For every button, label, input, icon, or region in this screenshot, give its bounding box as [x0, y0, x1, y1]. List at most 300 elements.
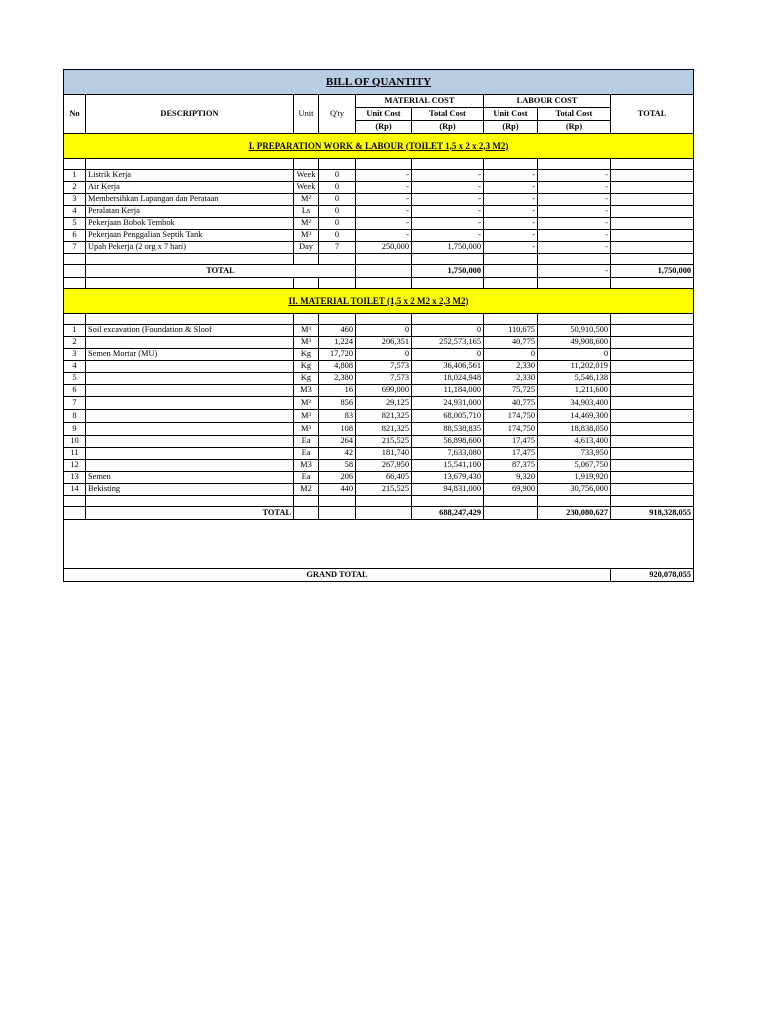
item-labour-total-cost: 1,919,920 — [538, 472, 611, 484]
item-no: 1 — [64, 170, 86, 182]
blank-cell — [86, 278, 294, 289]
item-material-total-cost: - — [412, 230, 484, 242]
section-total-label: TOTAL — [86, 265, 356, 278]
item-qty: 58 — [319, 460, 356, 472]
item-no: 6 — [64, 230, 86, 242]
item-material-total-cost: 94,831,000 — [412, 484, 484, 496]
item-unit: Ea — [294, 472, 319, 484]
section-total-material: 1,750,000 — [412, 265, 484, 278]
item-labour-unit-cost: 69,900 — [484, 484, 538, 496]
item-material-total-cost: 88,538,835 — [412, 423, 484, 436]
blank-cell — [538, 278, 611, 289]
item-no: 7 — [64, 397, 86, 410]
item-material-unit-cost: 29,125 — [356, 397, 412, 410]
item-labour-total-cost: - — [538, 218, 611, 230]
item-material-unit-cost: 206,351 — [356, 337, 412, 349]
blank-cell — [64, 507, 86, 520]
item-material-total-cost: - — [412, 218, 484, 230]
table-row — [64, 373, 694, 385]
header-unit: Unit — [294, 95, 319, 134]
blank-cell — [319, 278, 356, 289]
item-no: 13 — [64, 472, 86, 484]
item-unit: M3 — [294, 460, 319, 472]
item-unit: M² — [294, 218, 319, 230]
item-material-total-cost: 7,633,080 — [412, 448, 484, 460]
item-unit: M³ — [294, 337, 319, 349]
item-description: Peralatan Kerja — [86, 206, 294, 218]
item-unit: Ea — [294, 448, 319, 460]
grand-total-value: 920,078,055 — [611, 569, 694, 582]
blank-row — [64, 496, 694, 507]
item-unit: M³ — [294, 230, 319, 242]
item-labour-total-cost: 1,211,600 — [538, 385, 611, 397]
title-row — [64, 70, 694, 95]
header-rp: (Rp) — [538, 121, 611, 134]
item-labour-unit-cost: 110,675 — [484, 325, 538, 337]
item-labour-total-cost: - — [538, 230, 611, 242]
item-no: 14 — [64, 484, 86, 496]
item-labour-unit-cost: - — [484, 218, 538, 230]
table-row — [64, 436, 694, 448]
blank-cell — [538, 159, 611, 170]
item-labour-unit-cost: - — [484, 170, 538, 182]
section-total-row — [64, 265, 694, 278]
blank-cell — [319, 254, 356, 265]
item-description: Bekisting — [86, 484, 294, 496]
table-row — [64, 206, 694, 218]
item-description — [86, 385, 294, 397]
blank-cell — [611, 254, 694, 265]
item-total — [611, 337, 694, 349]
item-material-unit-cost: - — [356, 218, 412, 230]
item-description — [86, 337, 294, 349]
item-no: 5 — [64, 218, 86, 230]
item-no: 11 — [64, 448, 86, 460]
blank-cell — [64, 265, 86, 278]
item-labour-total-cost: 18,838,050 — [538, 423, 611, 436]
item-description — [86, 397, 294, 410]
item-labour-unit-cost: - — [484, 206, 538, 218]
item-labour-total-cost: 50,910,500 — [538, 325, 611, 337]
item-material-total-cost: 252,573,165 — [412, 337, 484, 349]
item-labour-unit-cost: 9,320 — [484, 472, 538, 484]
item-unit: Week — [294, 182, 319, 194]
item-labour-total-cost: - — [538, 242, 611, 254]
item-unit: Ea — [294, 436, 319, 448]
header-labour-cost: LABOUR COST — [484, 95, 611, 108]
blank-cell — [611, 314, 694, 325]
item-unit: M³ — [294, 325, 319, 337]
item-labour-unit-cost: 75,725 — [484, 385, 538, 397]
item-qty: 206 — [319, 472, 356, 484]
item-labour-total-cost: 5,546,138 — [538, 373, 611, 385]
item-material-unit-cost: 0 — [356, 325, 412, 337]
item-labour-unit-cost: - — [484, 230, 538, 242]
item-total — [611, 349, 694, 361]
table-row — [64, 385, 694, 397]
item-labour-unit-cost: 40,775 — [484, 337, 538, 349]
item-material-total-cost: 0 — [412, 349, 484, 361]
section-total-value: 918,328,055 — [611, 507, 694, 520]
blank-cell — [319, 496, 356, 507]
table-row — [64, 337, 694, 349]
item-description: Soil excavation (Foundation & Sloof — [86, 325, 294, 337]
item-total — [611, 472, 694, 484]
blank-cell — [319, 314, 356, 325]
blank-cell — [484, 507, 538, 520]
blank-cell — [294, 159, 319, 170]
item-unit: Kg — [294, 349, 319, 361]
blank-cell — [356, 278, 412, 289]
item-labour-total-cost: 733,950 — [538, 448, 611, 460]
item-description: Membersihkan Lapangan dan Perataan — [86, 194, 294, 206]
blank-cell — [412, 254, 484, 265]
header-rp: (Rp) — [356, 121, 412, 134]
blank-cell — [86, 159, 294, 170]
table-row — [64, 410, 694, 423]
section-title: I. PREPARATION WORK & LABOUR (TOILET 1,5 x 2 x 2,3 M2) — [64, 134, 694, 159]
item-material-unit-cost: - — [356, 170, 412, 182]
blank-cell — [356, 159, 412, 170]
table-row — [64, 170, 694, 182]
item-qty: 7 — [319, 242, 356, 254]
item-total — [611, 460, 694, 472]
item-no: 4 — [64, 361, 86, 373]
item-qty: 460 — [319, 325, 356, 337]
header-material-cost: MATERIAL COST — [356, 95, 484, 108]
item-labour-unit-cost: 2,330 — [484, 361, 538, 373]
header-row-1 — [64, 95, 694, 108]
item-unit: Ls — [294, 206, 319, 218]
item-qty: 0 — [319, 230, 356, 242]
item-labour-unit-cost: - — [484, 194, 538, 206]
blank-row — [64, 314, 694, 325]
section-title-row — [64, 289, 694, 314]
blank-cell — [484, 159, 538, 170]
item-description: Semen — [86, 472, 294, 484]
header-labour-total-cost: Total Cost — [538, 108, 611, 121]
item-no: 2 — [64, 182, 86, 194]
item-material-total-cost: 18,024,948 — [412, 373, 484, 385]
item-unit: Week — [294, 170, 319, 182]
item-material-total-cost: - — [412, 182, 484, 194]
table-row — [64, 242, 694, 254]
item-total — [611, 325, 694, 337]
blank-cell — [611, 278, 694, 289]
table-row — [64, 361, 694, 373]
item-description: Upah Pekerja (2 org x 7 hari) — [86, 242, 294, 254]
blank-cell — [356, 265, 412, 278]
item-description — [86, 361, 294, 373]
item-total — [611, 242, 694, 254]
item-no: 10 — [64, 436, 86, 448]
blank-cell — [538, 254, 611, 265]
item-description — [86, 448, 294, 460]
item-total — [611, 385, 694, 397]
blank-cell — [86, 496, 294, 507]
item-unit: M³ — [294, 423, 319, 436]
item-material-unit-cost: 215,525 — [356, 436, 412, 448]
item-material-total-cost: 56,898,600 — [412, 436, 484, 448]
item-description: Pekerjaan Penggalian Septik Tank — [86, 230, 294, 242]
item-qty: 856 — [319, 397, 356, 410]
table-row — [64, 484, 694, 496]
item-qty: 83 — [319, 410, 356, 423]
item-total — [611, 410, 694, 423]
item-material-total-cost: - — [412, 206, 484, 218]
item-total — [611, 423, 694, 436]
item-material-unit-cost: - — [356, 182, 412, 194]
blank-cell — [356, 496, 412, 507]
item-qty: 4,808 — [319, 361, 356, 373]
item-labour-total-cost: 11,202,019 — [538, 361, 611, 373]
section-title-row — [64, 134, 694, 159]
item-no: 8 — [64, 410, 86, 423]
item-labour-unit-cost: - — [484, 182, 538, 194]
item-material-unit-cost: - — [356, 206, 412, 218]
boq-table — [63, 69, 694, 582]
item-material-unit-cost: 267,950 — [356, 460, 412, 472]
item-description — [86, 410, 294, 423]
table-row — [64, 349, 694, 361]
item-qty: 264 — [319, 436, 356, 448]
blank-cell — [86, 254, 294, 265]
item-labour-unit-cost: 87,375 — [484, 460, 538, 472]
item-material-total-cost: 24,931,000 — [412, 397, 484, 410]
blank-cell — [294, 254, 319, 265]
item-total — [611, 206, 694, 218]
item-labour-total-cost: 34,903,400 — [538, 397, 611, 410]
item-unit: M2 — [294, 484, 319, 496]
item-material-total-cost: 11,184,000 — [412, 385, 484, 397]
item-labour-total-cost: 4,613,400 — [538, 436, 611, 448]
item-no: 6 — [64, 385, 86, 397]
item-labour-unit-cost: 0 — [484, 349, 538, 361]
item-description — [86, 373, 294, 385]
item-material-total-cost: 0 — [412, 325, 484, 337]
item-total — [611, 230, 694, 242]
item-qty: 0 — [319, 194, 356, 206]
blank-cell — [319, 159, 356, 170]
item-qty: 16 — [319, 385, 356, 397]
blank-cell — [294, 507, 319, 520]
item-total — [611, 448, 694, 460]
item-labour-total-cost: 14,469,300 — [538, 410, 611, 423]
blank-cell — [412, 314, 484, 325]
table-row — [64, 218, 694, 230]
item-qty: 0 — [319, 182, 356, 194]
item-material-unit-cost: - — [356, 194, 412, 206]
item-total — [611, 373, 694, 385]
item-material-total-cost: - — [412, 170, 484, 182]
blank-cell — [86, 314, 294, 325]
item-labour-unit-cost: 174,750 — [484, 423, 538, 436]
blank-cell — [294, 314, 319, 325]
item-total — [611, 484, 694, 496]
item-qty: 440 — [319, 484, 356, 496]
item-material-unit-cost: 821,325 — [356, 423, 412, 436]
table-row — [64, 397, 694, 410]
item-labour-unit-cost: 2,330 — [484, 373, 538, 385]
blank-cell — [484, 278, 538, 289]
blank-cell — [64, 254, 86, 265]
header-material-unit-cost: Unit Cost — [356, 108, 412, 121]
section-total-labour: - — [538, 265, 611, 278]
item-total — [611, 361, 694, 373]
blank-cell — [538, 314, 611, 325]
blank-cell — [484, 265, 538, 278]
item-no: 4 — [64, 206, 86, 218]
table-row — [64, 194, 694, 206]
item-material-unit-cost: 699,000 — [356, 385, 412, 397]
table-row — [64, 230, 694, 242]
item-labour-total-cost: - — [538, 194, 611, 206]
item-qty: 108 — [319, 423, 356, 436]
item-material-total-cost: 1,750,000 — [412, 242, 484, 254]
item-total — [611, 436, 694, 448]
blank-cell — [294, 496, 319, 507]
item-qty: 2,380 — [319, 373, 356, 385]
item-labour-total-cost: - — [538, 206, 611, 218]
item-description: Air Kerja — [86, 182, 294, 194]
blank-cell — [64, 159, 86, 170]
table-row — [64, 472, 694, 484]
item-material-unit-cost: 250,000 — [356, 242, 412, 254]
blank-cell — [412, 496, 484, 507]
item-labour-unit-cost: 17,475 — [484, 448, 538, 460]
header-rp: (Rp) — [484, 121, 538, 134]
item-material-total-cost: 13,679,430 — [412, 472, 484, 484]
blank-cell — [64, 314, 86, 325]
item-no: 3 — [64, 349, 86, 361]
item-material-unit-cost: 7,573 — [356, 361, 412, 373]
item-labour-total-cost: - — [538, 182, 611, 194]
item-total — [611, 218, 694, 230]
section-total-label: TOTAL — [86, 507, 294, 520]
item-description — [86, 436, 294, 448]
item-material-unit-cost: 7,573 — [356, 373, 412, 385]
item-no: 1 — [64, 325, 86, 337]
blank-cell — [538, 496, 611, 507]
item-unit: M³ — [294, 410, 319, 423]
table-row — [64, 448, 694, 460]
blank-cell — [611, 159, 694, 170]
blank-cell — [64, 496, 86, 507]
blank-row — [64, 278, 694, 289]
item-labour-unit-cost: 17,475 — [484, 436, 538, 448]
item-qty: 42 — [319, 448, 356, 460]
item-unit: Kg — [294, 361, 319, 373]
bill-of-quantity-sheet — [63, 69, 693, 582]
item-labour-unit-cost: 174,750 — [484, 410, 538, 423]
item-labour-total-cost: 5,067,750 — [538, 460, 611, 472]
item-no: 3 — [64, 194, 86, 206]
item-material-unit-cost: 821,325 — [356, 410, 412, 423]
spacer-cell — [64, 520, 694, 569]
header-no: No — [64, 95, 86, 134]
grand-total-label: GRAND TOTAL — [64, 569, 611, 582]
section-title: II. MATERIAL TOILET (1,5 x 2 M2 x 2,3 M2) — [64, 289, 694, 314]
item-unit: M3 — [294, 385, 319, 397]
item-material-unit-cost: 215,525 — [356, 484, 412, 496]
item-description: Semen Mortar (MU) — [86, 349, 294, 361]
item-description — [86, 460, 294, 472]
section-total-labour: 230,080,627 — [538, 507, 611, 520]
item-unit: Day — [294, 242, 319, 254]
item-qty: 1,224 — [319, 337, 356, 349]
grand-total-row — [64, 569, 694, 582]
item-material-unit-cost: 0 — [356, 349, 412, 361]
item-material-total-cost: 68,005,710 — [412, 410, 484, 423]
item-no: 7 — [64, 242, 86, 254]
item-no: 9 — [64, 423, 86, 436]
item-material-total-cost: 36,406,561 — [412, 361, 484, 373]
blank-row — [64, 159, 694, 170]
blank-cell — [356, 254, 412, 265]
blank-cell — [484, 314, 538, 325]
header-total: TOTAL — [611, 95, 694, 134]
table-row — [64, 460, 694, 472]
section-total-value: 1,750,000 — [611, 265, 694, 278]
blank-cell — [356, 314, 412, 325]
item-labour-total-cost: 30,756,000 — [538, 484, 611, 496]
spacer-row — [64, 520, 694, 569]
blank-cell — [319, 507, 356, 520]
section-total-row — [64, 507, 694, 520]
blank-cell — [412, 159, 484, 170]
item-unit: Kg — [294, 373, 319, 385]
header-rp: (Rp) — [412, 121, 484, 134]
table-row — [64, 182, 694, 194]
item-material-unit-cost: 181,740 — [356, 448, 412, 460]
header-description: DESCRIPTION — [86, 95, 294, 134]
item-labour-total-cost: 49,908,600 — [538, 337, 611, 349]
section-total-material: 688,247,429 — [412, 507, 484, 520]
item-no: 5 — [64, 373, 86, 385]
header-labour-unit-cost: Unit Cost — [484, 108, 538, 121]
item-qty: 0 — [319, 218, 356, 230]
item-description: Listrik Kerja — [86, 170, 294, 182]
item-total — [611, 182, 694, 194]
item-labour-unit-cost: 40,775 — [484, 397, 538, 410]
header-material-total-cost: Total Cost — [412, 108, 484, 121]
item-total — [611, 170, 694, 182]
table-row — [64, 325, 694, 337]
item-labour-unit-cost: - — [484, 242, 538, 254]
blank-cell — [356, 507, 412, 520]
blank-cell — [412, 278, 484, 289]
item-total — [611, 194, 694, 206]
item-unit: M² — [294, 194, 319, 206]
item-qty: 0 — [319, 170, 356, 182]
table-row — [64, 423, 694, 436]
item-description — [86, 423, 294, 436]
item-material-total-cost: - — [412, 194, 484, 206]
item-labour-total-cost: - — [538, 170, 611, 182]
blank-cell — [294, 278, 319, 289]
item-qty: 17,720 — [319, 349, 356, 361]
item-unit: M² — [294, 397, 319, 410]
header-qty: Q'ty — [319, 95, 356, 134]
blank-cell — [611, 496, 694, 507]
item-material-total-cost: 15,541,100 — [412, 460, 484, 472]
item-material-unit-cost: 66,405 — [356, 472, 412, 484]
item-no: 12 — [64, 460, 86, 472]
item-total — [611, 397, 694, 410]
blank-cell — [484, 496, 538, 507]
sheet-title: BILL OF QUANTITY — [64, 70, 694, 95]
blank-cell — [484, 254, 538, 265]
